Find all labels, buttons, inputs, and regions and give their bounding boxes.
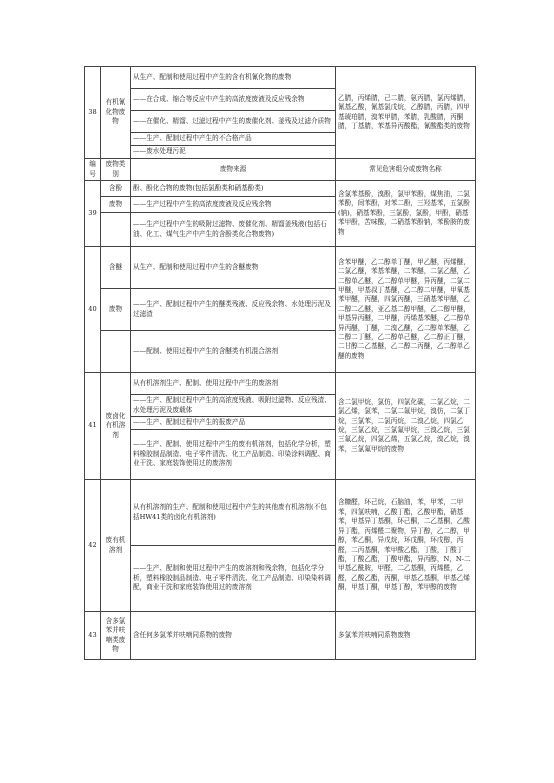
- table-header: [85, 159, 476, 181]
- waste-source: ——生产、配制过程中产生的不合格产品: [131, 133, 336, 146]
- waste-source: 从生产、配制和使用过程中产生的含醚废物: [131, 247, 336, 289]
- waste-source: ——废水处理污泥: [131, 146, 336, 159]
- waste-source: 从生产、配制和使用过程中产生的含有机氰化物的废物: [131, 67, 336, 89]
- hazardous-components: 含氯苯基酚，溴酚，氯甲苯酚，煤焦油，二氯苯酚，间苯酚，对苯二酚，三羟基苯，五氯酚(钠)，硝基苯酚，三氯酚，氯酚，甲酚，硝基苯甲酚，苦味酸，二硝基苯酚钠，苯酚胺的废物: [336, 181, 476, 247]
- hazardous-waste-table: [84, 66, 476, 660]
- header-number: 编号: [85, 159, 101, 181]
- waste-source: 从有机溶剂的生产、配制和使用过程中产生的其他废有机溶剂(不包括HW41类的卤化有机溶剂): [131, 480, 336, 546]
- waste-category: [101, 213, 131, 247]
- waste-category: 含醚: [101, 247, 131, 289]
- waste-category: 含酚: [101, 181, 131, 197]
- waste-source: ——生产、配制过程中产生的报废产品: [131, 417, 336, 430]
- waste-category: 含多氯苯并呋喃类废物: [101, 612, 131, 660]
- waste-source: 从有机溶剂生产、配制、使用过程中产生的废溶剂: [131, 373, 336, 395]
- waste-category: 废物: [101, 289, 131, 331]
- waste-source: ——配制、使用过程中产生的含醚类有机混合溶剂: [131, 331, 336, 373]
- header-source: 废物来源: [131, 159, 336, 181]
- waste-source: ——生产、配制、使用过程中产生的废有机溶剂，包括化学分析，塑料橡胶制品制造、电子零件清洗、化工产品制造、印染涂料调配、商业干洗、家庭装饰使用过的废溶剂: [131, 430, 336, 480]
- table-row: [85, 247, 476, 289]
- row-number: 43: [85, 612, 101, 660]
- hazardous-components: 含糠醛，环己烷，石脑油，苯，甲苯，二甲苯，四氢呋喃，乙酸丁酯，乙酸甲酯，硝基苯，甲基异丁基酮，环己酮，二乙基酮，乙酸异丁酯，丙烯醛二聚物，异丁醇，乙二醇，甲醇，苯乙酮，异戊烷，环戊酮，环戊醇，丙醛，二丙基酮，苯甲酸乙酯，丁酸，丁酸丁酯，丁酸乙酯，丁酸甲酯，异丙醇，N，N-二甲基乙酰胺，甲醛，二乙基酮，丙烯醛，乙醛，乙酸乙酯，丙酮，甲基乙基酮，甲基乙烯酮，甲基丁酮，甲基丁醇，苯甲醇的废物: [336, 480, 476, 612]
- table-row: [85, 373, 476, 395]
- waste-source: ——在催化、精馏、过滤过程中产生的废催化剂、釜残及过滤介质物: [131, 111, 336, 133]
- table-row: [85, 480, 476, 546]
- hazardous-components: 含苯甲醚，乙二醇单丁醚，甲乙醚，丙烯醚，二氯乙醚，苯基苯醚，二苯醚，二氯乙醚，乙二醇单乙醚，乙二醇单甲醚，异丙醚，二氯二甲醚，甲基叔丁基醚，乙二醇二甲醚，甲氧基苯甲醚，丙醚，四氯丙醚，三硝基苯甲醚，乙二醇二乙醚，亚乙基二醇甲醚，乙二醇甲醚，甲基异丙醚，二甲醚，丙烯基苯醚，乙二醇单异丙醚，丁醚，二溴乙醚，乙二醇单苯醚，乙二醇二丁醚，乙二醇单己醚，乙二醇正丁醚，二甘醇二乙基醚，乙二醇二丙醚，乙二醇单乙醚的废物: [336, 247, 476, 373]
- waste-source: ——生产、配制过程中产生的醚类残液、反应残余物、水处理污泥及过滤渣: [131, 289, 336, 331]
- row-number: 40: [85, 247, 101, 373]
- waste-source: ——在合成、缩合等反应中产生的高浓度废液及反应残余物: [131, 89, 336, 111]
- waste-source: 含任何多氯苯并呋喃同系物的废物: [131, 612, 336, 660]
- waste-source: ——生产过程中产生的高浓度废液及反应残余物: [131, 197, 336, 213]
- table-row: [85, 67, 476, 89]
- row-number: 41: [85, 373, 101, 480]
- waste-category: 废物: [101, 197, 131, 213]
- hazardous-components: 多氯苯并呋喃同系物废物: [336, 612, 476, 660]
- waste-source: ——生产过程中产生的吸附过滤物、废催化剂、精馏釜残液(包括石油、化工、煤气生产中产生的含酚类化合物废物): [131, 213, 336, 247]
- row-number: 38: [85, 67, 101, 159]
- header-category: 废物类别: [101, 159, 131, 181]
- table-row: [85, 612, 476, 660]
- waste-source: 酚、酚化合物的废物(包括氯酚类和硝基酚类): [131, 181, 336, 197]
- waste-category: 有机氰化物废物: [101, 67, 131, 159]
- waste-category: 废有机溶剂: [101, 480, 131, 612]
- waste-source: ——生产、配制过程中产生的高浓度残液、吸附过滤物、反应残渣、水处理污泥及废载体: [131, 395, 336, 417]
- hazardous-components: 含二氯甲烷，氯仿，四氯化碳，二氯乙烷，二氯乙烯，氯苯，二氯二氟甲烷，溴仿，二氯丁烷，三氯苯，二氯丙烷，二溴乙烷，四氯乙烷，三氯乙烷，三氯氟甲烷，三溴乙烷，三氯三氟乙烷，四氯乙烯，五氯乙烷，溴乙烷，溴苯，三氯氟甲烷的废物: [336, 373, 476, 480]
- row-number: 39: [85, 181, 101, 247]
- header-components: 常见危害组分或废物名称: [336, 159, 476, 181]
- waste-category: [101, 331, 131, 373]
- waste-source: ——生产、配制和使用过程中产生的废溶剂和残余物，包括化学分析，塑料橡胶制品制造、电子零件清洗、化工产品制造、印染染料调配，商业干洗和家庭装饰使用过的废溶剂: [131, 546, 336, 612]
- waste-category: 废卤化有机溶剂: [101, 373, 131, 480]
- hazardous-components: 乙腈，丙烯腈，己二腈，氨丙腈，氯丙烯腈，氰基乙酸，氰基氯戊烷，乙醇腈，丙腈，四甲基琥珀腈，溴苯甲腈，苯腈，乳酸腈，丙酮腈，丁基腈，苯基异丙酸酯，氰酸酯类的废物: [336, 67, 476, 159]
- row-number: 42: [85, 480, 101, 612]
- table-row: [85, 181, 476, 197]
